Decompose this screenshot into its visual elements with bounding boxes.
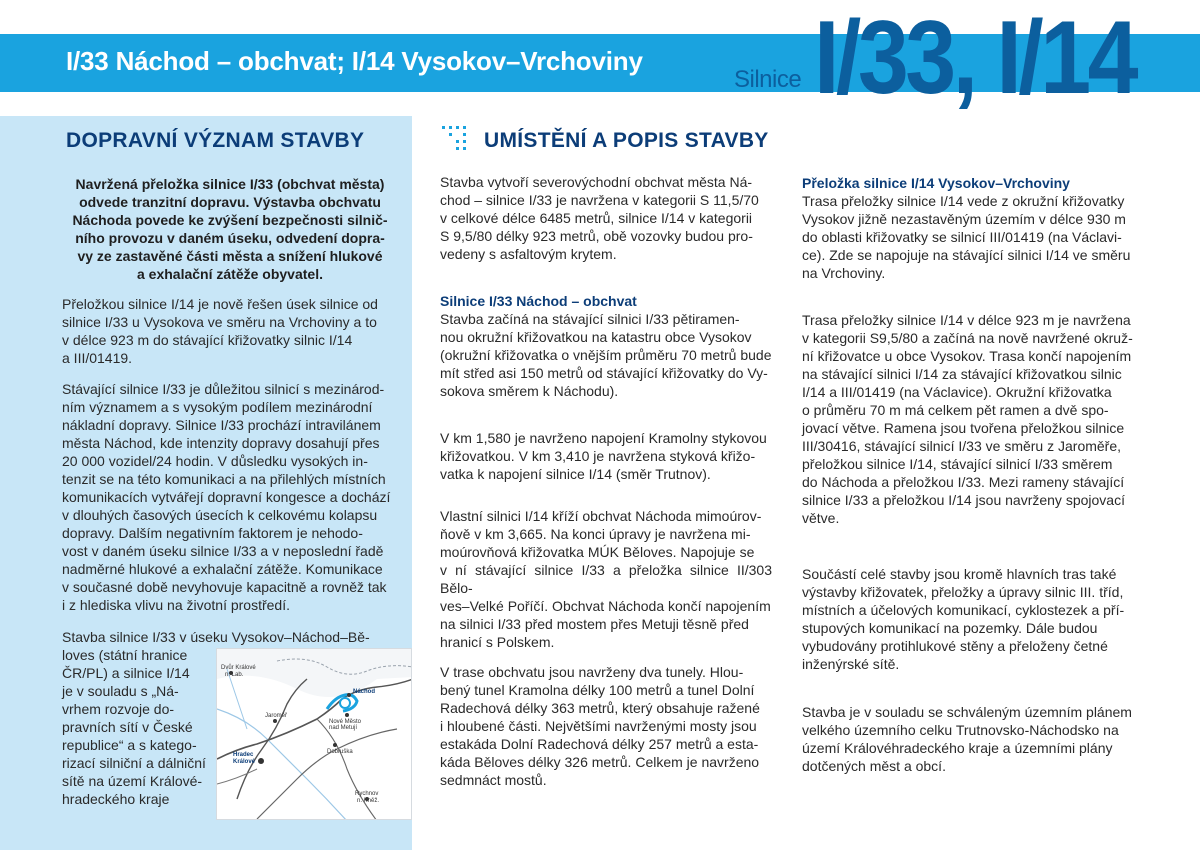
text-line: I/14 a III/01419 (na Václavice). Okružní křižovatka — [802, 384, 1112, 400]
map-label-hradec-2: Králové — [233, 759, 256, 765]
text-line: i hloubené části. Největšími navrženými mosty jsou — [440, 718, 757, 734]
text-line: Stavba začíná na stávající silnici I/33 pětiramen- — [440, 311, 740, 327]
lead-line: Navržená přeložka silnice I/33 (obchvat města) — [75, 176, 385, 192]
text-line: vatka k napojení silnice I/14 (směr Trutnov). — [440, 466, 711, 482]
map-label-nove-mesto: Nové Město — [329, 719, 362, 725]
text-line: estakáda Dolní Radechová délky 257 metrů a esta- — [440, 736, 759, 752]
text-line: ním významem a s vysokým podílem mezinárodní — [62, 399, 373, 415]
road-number: I/33, I/14 — [814, 0, 1135, 116]
text-line: místních a účelových komunikací, cyklostezek a pří- — [802, 602, 1125, 618]
text-line: křižovatkou. V km 3,410 je navržena styková křižo- — [440, 448, 756, 464]
text-line: Stávající silnice I/33 je důležitou silnicí s mezinárod- — [62, 381, 385, 397]
text-line: bený tunel Kramolna délky 100 metrů a tunel Dolní — [440, 682, 755, 698]
text-line: Trasa přeložky silnice I/14 v délce 923 m je navržena — [802, 312, 1131, 328]
text-line: o průměru 70 m má celkem pět ramen a dvě spo- — [802, 402, 1109, 418]
text-line: nou okružní křižovatkou na katastru obce Vysokov — [440, 329, 752, 345]
left-heading: DOPRAVNÍ VÝZNAM STAVBY — [66, 129, 365, 152]
middle-paragraph-4 — [440, 507, 772, 651]
map-label-hradec: Hradec — [233, 752, 254, 758]
text-line: vrhem rozvoje do- — [62, 701, 175, 717]
middle-subheading-1: Silnice I/33 Náchod – obchvat — [440, 293, 637, 309]
text-line: ČR/PL) a silnice I/14 — [62, 665, 190, 681]
text-line: tenzit se na této komunikaci a na přilehlých místních — [62, 471, 386, 487]
text-line: mít střed asi 150 metrů od stávající křižovatky do Vy- — [440, 365, 768, 381]
text-line: do oblasti křižovatky se silnicí III/01419 (na Václavi- — [802, 229, 1122, 245]
map-label-dvur-2: n. Lab. — [225, 672, 244, 678]
text-line: přeložkou silnice I/14, stávající silnicí I/33 směrem — [802, 456, 1113, 472]
right-subheading-1: Přeložka silnice I/14 Vysokov–Vrchoviny — [802, 175, 1070, 191]
lead-line: ního provozu v daném úseku, odvedení dopra- — [75, 230, 385, 246]
text-line: ves–Velké Poříčí. Obchvat Náchoda končí napojením — [440, 598, 771, 614]
text-line: V trase obchvatu jsou navrženy dva tunely. Hlou- — [440, 664, 744, 680]
middle-heading: UMÍSTĚNÍ A POPIS STAVBY — [484, 129, 769, 152]
text-line: hradeckého kraje — [62, 791, 170, 807]
text-line: stupových komunikací na pozemky. Dále budou — [802, 620, 1098, 636]
right-paragraph-1 — [802, 192, 1136, 282]
text-line: nadměrné hlukové a exhalační zátěže. Komunikace — [62, 561, 383, 577]
text-line: města Náchod, kde intenzity dopravy dosahují přes — [62, 435, 380, 451]
text-line: ce). Zde se napojuje na stávající silnici I/14 ve směru — [802, 247, 1131, 263]
text-line: III/30416, stávající silnicí I/33 ve směru z Jaroměře, — [802, 438, 1122, 454]
text-line: silnice I/33 u Vysokova ve směru na Vrchoviny a to — [62, 314, 377, 330]
middle-paragraph-5 — [440, 663, 772, 789]
text-line: loves (státní hranice — [62, 647, 188, 663]
text-line: Součástí celé stavby jsou kromě hlavních tras také — [802, 566, 1117, 582]
map-label-dobruska: Dobruška — [327, 749, 353, 755]
text-line: hranicí s Polskem. — [440, 634, 555, 650]
right-paragraph-3 — [802, 565, 1136, 673]
text-line: Stavba je v souladu se schváleným územním plánem — [802, 704, 1132, 720]
map-label-rychnov-2: n. Kněž. — [357, 798, 380, 804]
text-line: 20 000 vozidel/24 hodin. V důsledku vysokých in- — [62, 453, 368, 469]
text-line: vedeny s asfaltovým krytem. — [440, 246, 617, 262]
right-paragraph-2 — [802, 311, 1136, 527]
text-line: (okružní křižovatka o vnějším průměru 70 metrů bude — [440, 347, 772, 363]
text-line: sítě na území Králové- — [62, 773, 203, 789]
text-line: území Královéhradeckého kraje a územními plány — [802, 740, 1113, 756]
map-label-jaromer: Jaroměř — [265, 713, 288, 719]
text-line: vybudovány protihlukové stěny a přeloženy četné — [802, 638, 1108, 654]
text-line: Vysokov jižně nezastavěným územím v délce 930 m — [802, 211, 1126, 227]
text-line: Přeložkou silnice I/14 je nově řešen úsek silnice od — [62, 296, 378, 312]
text-line: pravních sítí v České — [62, 719, 193, 735]
text-line: ňově v km 3,665. Na konci úpravy je navržena mi- — [440, 526, 751, 542]
page-title: I/33 Náchod – obchvat; I/14 Vysokov–Vrchoviny — [66, 46, 643, 76]
lead-line: a exhalační zátěže obyvatel. — [137, 266, 323, 282]
text-line: dopravy. Dalším negativním faktorem je nehodo- — [62, 525, 363, 541]
lead-paragraph — [62, 175, 398, 283]
middle-paragraph-2 — [440, 310, 772, 400]
text-line: vost v daném úseku silnice I/33 a v neposlední řadě — [62, 543, 384, 559]
map-label-dvur: Dvůr Králové — [221, 665, 256, 671]
dots-pattern-icon — [440, 122, 474, 156]
text-line: v kategorii S9,5/80 a začíná na nově navržené okruž- — [802, 330, 1133, 346]
text-line: výstavby křižovatek, přeložky a úpravy silnic III. tříd, — [802, 584, 1124, 600]
text-line: na silnici I/33 před mostem přes Metuji těsně před — [440, 616, 749, 632]
text-line: silnice I/33 a přeložkou I/14 jsou navrženy spojovací — [802, 492, 1125, 508]
text-line: velkého územního celku Trutnovsko-Náchodsko na — [802, 722, 1119, 738]
lead-line: odvede tranzitní dopravu. Výstavba obchvatu — [79, 194, 381, 210]
text-line: Trasa přeložky silnice I/14 vede z okružní křižovatky — [802, 193, 1125, 209]
text-line: komunikacích vytvářejí dopravní kongesce a dochází — [62, 489, 391, 505]
text-line: na stávající silnici I/14 za stávající křižovatkou silnic — [802, 366, 1122, 382]
left-paragraph-3-first — [62, 628, 398, 646]
text-line: na Vrchoviny. — [802, 265, 886, 281]
map-label-nachod: Náchod — [353, 689, 376, 695]
text-line: je v souladu s „Ná- — [62, 683, 179, 699]
middle-paragraph-3 — [440, 429, 772, 483]
text-line: nákladní dopravy. Silnice I/33 prochází intravilánem — [62, 417, 381, 433]
text-line: dotčených měst a obcí. — [802, 758, 946, 774]
text-line: káda Běloves délky 326 metrů. Celkem je navrženo — [440, 754, 760, 770]
text-line: moúrovňová křižovatka MÚK Běloves. Napojuje se — [440, 544, 755, 560]
text-line: inženýrské sítě. — [802, 656, 900, 672]
left-paragraph-3 — [62, 646, 210, 808]
text-line: sokova směrem k Náchodu). — [440, 383, 619, 399]
text-line: Vlastní silnici I/14 kříží obchvat Náchoda mimoúrov- — [440, 508, 762, 524]
text-line: v celkové délce 6485 metrů, silnice I/14 v kategorii — [440, 210, 753, 226]
map-graphic — [217, 649, 412, 820]
text-line: ní křižovatce u obce Vysokov. Trasa končí napojením — [802, 348, 1132, 364]
left-paragraph-2 — [62, 380, 398, 614]
text-line: do Náchoda a přeložkou I/33. Mezi rameny stávající — [802, 474, 1125, 490]
text-line: rizací silniční a dálniční — [62, 755, 206, 771]
lead-line: vy ze zastavěné části města a snížení hlukové — [77, 248, 383, 264]
text-line: chod – silnice I/33 je navržena v kategorii S 11,5/70 — [440, 192, 759, 208]
lead-line: Náchoda povede ke zvýšení bezpečnosti silnič- — [72, 212, 388, 228]
text-line: V km 1,580 je navrženo napojení Kramolny stykovou — [440, 430, 767, 446]
left-paragraph-1 — [62, 295, 398, 367]
text-line: v současné době nevyhovuje kapacitně a rovněž tak — [62, 579, 387, 595]
text-line: větve. — [802, 510, 840, 526]
text-line: sedmnáct mostů. — [440, 772, 547, 788]
middle-paragraph-1 — [440, 173, 772, 263]
map-label-rychnov: Rychnov — [355, 791, 379, 797]
text-line: v ní stávající silnice I/33 a přeložka silnice II/303 Bělo- — [440, 562, 772, 596]
text-line: republice“ a s katego- — [62, 737, 197, 753]
location-map — [216, 648, 412, 820]
text-line: v délce 923 m do stávající křižovatky silnic I/14 — [62, 332, 353, 348]
text-line: jovací větve. Ramena jsou tvořena přeložkou silnice — [802, 420, 1125, 436]
map-label-nove-mesto-2: nad Metují — [329, 725, 358, 731]
text-line: Stavba vytvoří severovýchodní obchvat města Ná- — [440, 174, 753, 190]
text-line: S 9,5/80 délky 923 metrů, obě vozovky budou pro- — [440, 228, 753, 244]
text-line: Stavba silnice I/33 v úseku Vysokov–Náchod–Bě- — [62, 629, 370, 645]
text-line: a III/01419. — [62, 350, 133, 366]
text-line: Radechová délky 363 metrů, který obsahuje ražené — [440, 700, 760, 716]
right-paragraph-4 — [802, 703, 1136, 775]
road-label: Silnice — [734, 66, 802, 93]
text-line: i z hlediska vlivu na životní prostředí. — [62, 597, 290, 613]
text-line: v dlouhých časových úsecích k celkovému kolapsu — [62, 507, 378, 523]
